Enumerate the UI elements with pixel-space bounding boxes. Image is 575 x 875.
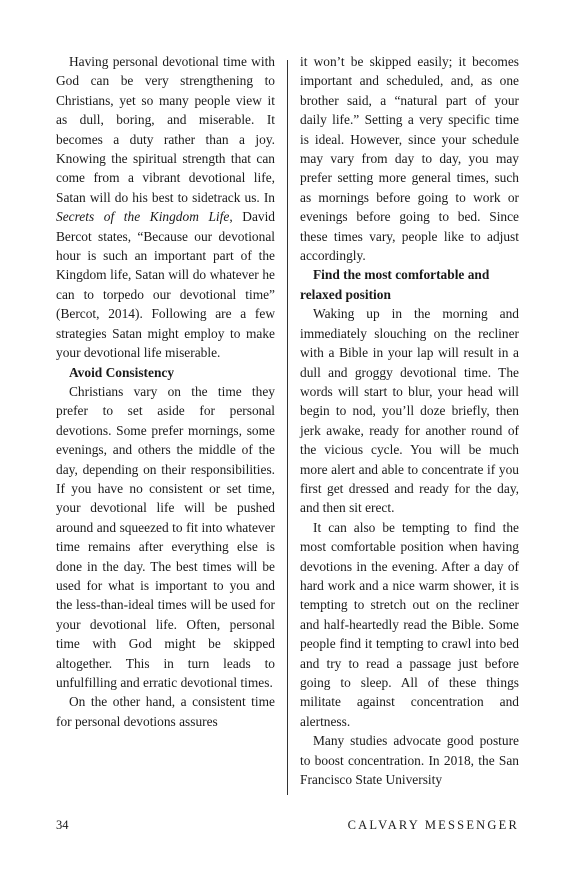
consistency-paragraph-2: On the other hand, a consistent time for personal devotions assures [56,694,275,729]
column-divider [287,60,288,795]
section-heading-avoid-consistency: Avoid Consistency [69,364,175,380]
position-paragraph-2: It can also be tempting to find the most comfortable position when having devotions in the evening. After a day of hard work and a nice warm shower, it is tempting to stretch out on the recliner and half-heartedly read the Bible. Some people find it tempting to crawl into bed and try to read a passage just before going to sleep. All of these things militate against concentration and alertness. [300,519,519,729]
section-heading-comfortable-position: Find the most comfortable and relaxed position [300,267,490,302]
right-column [300,52,519,789]
book-title: Secrets of the Kingdom Life [56,209,230,225]
intro-text-b: , David Bercot states, “Because our devotional hour is such an important part of the Kingdom life, Satan will do whatever he can to torpedo our devotional time” (Bercot, 2014). Following are a few strategies Satan might employ to make your devotional life miserable. [56,209,275,361]
consistency-paragraph: Christians vary on the time they prefer to set aside for personal devotions. Some prefer mornings, some evenings, and others the middle of the day, depending on their responsibilities. If you have no consistent or set time, your devotional life will be pushed around and squeezed to fit into whatever time remains after everything else is done in the day. The best times will be used for what is important to you and the less-than-ideal times will be used for your devotional life. Often, personal time with God might be skipped altogether. This in turn leads to unfulfilling and erratic devotional times. [56,383,275,690]
continued-paragraph: it won’t be skipped easily; it becomes important and scheduled, and, as one brother said, a “natural part of your daily life.” Setting a very specific time is ideal. However, since your schedule may vary from day to day, you may prefer setting more general times, such as mornings before going to work or evenings before going to bed. Since these times vary, people like to adjust accordingly. [300,54,519,264]
intro-text-a: Having personal devotional time with God can be very strengthening to Christians, yet so many people view it as dull, boring, and miserable. It becomes a duty rather than a joy. Knowing the spiritual strength that can come from a vibrant devotional life, Satan will do his best to sidetrack us. In [56,54,275,205]
posture-paragraph: Many studies advocate good posture to boost concentration. In 2018, the San Francisco State University [300,733,519,788]
page-number: 34 [56,818,69,832]
position-paragraph-1: Waking up in the morning and immediately slouching on the recliner with a Bible in your lap will result in a dull and groggy devotional time. The words will start to blur, your head will begin to nod, you’ll doze briefly, then jerk awake, ready for another round of the vicious cycle. You will be much more alert and able to concentrate if you first get dressed and ready for the day, and then sit erect. [300,306,519,516]
left-column [56,52,275,731]
running-title: CALVARY MESSENGER [347,818,519,832]
page-footer [56,818,519,838]
intro-paragraph [56,52,275,363]
